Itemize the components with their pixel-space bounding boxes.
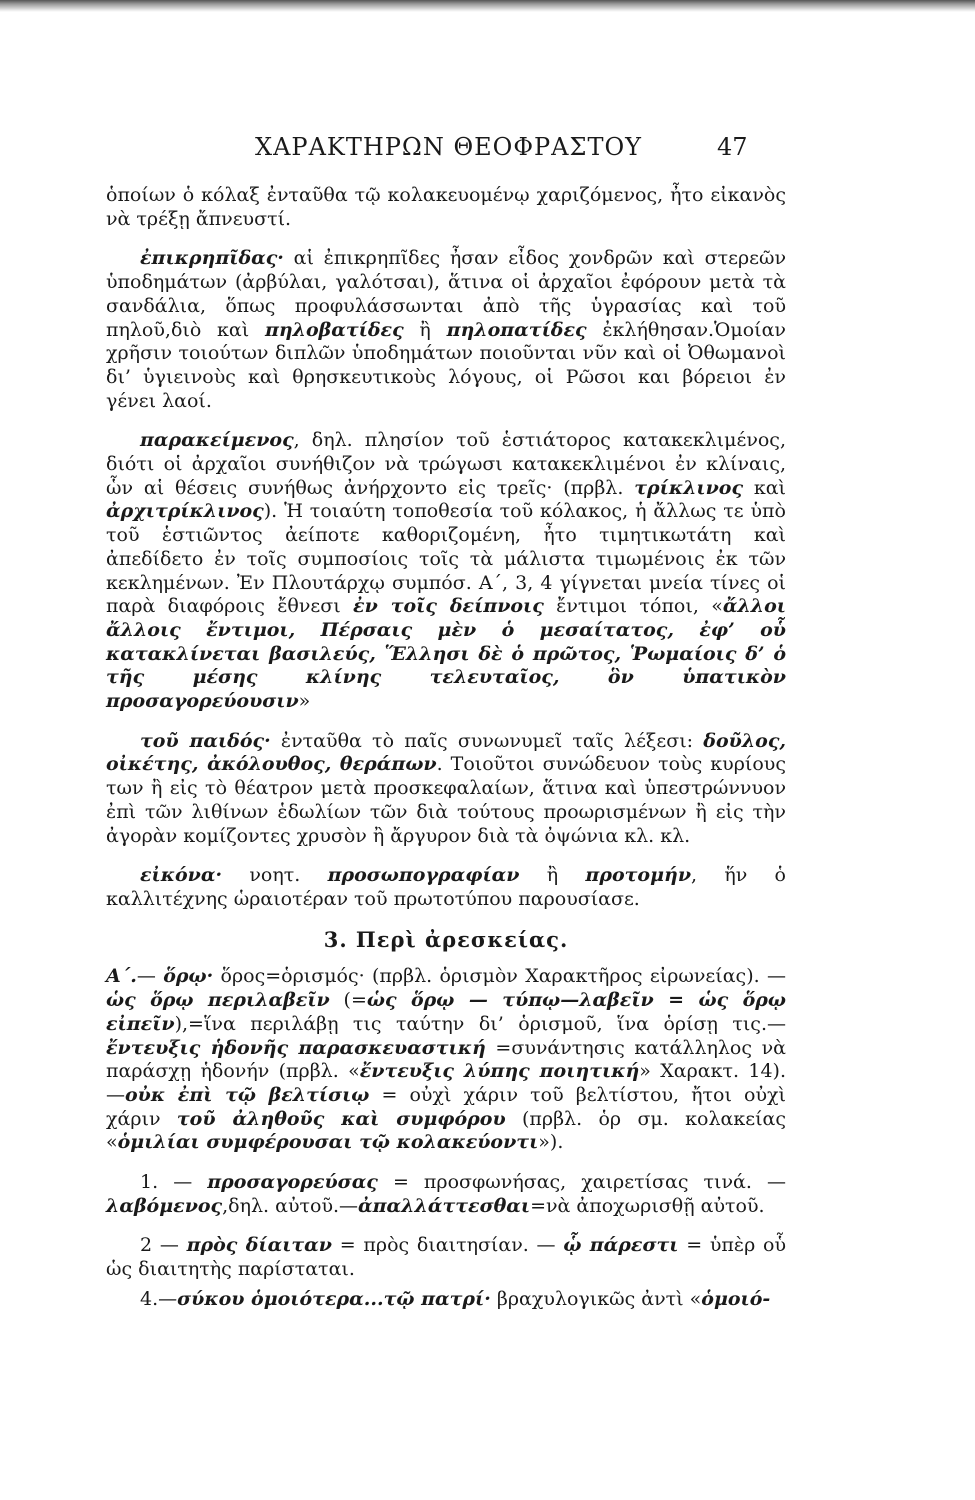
gloss-text: »). [538,1131,564,1154]
gloss-text: » [298,690,311,713]
lemma-term: ὁμοιό- [701,1287,771,1310]
gloss-text: » Χαρακτ. 14). — [106,1060,786,1106]
lemma-term: πηλοπατίδες [446,318,587,341]
paragraph [106,730,786,849]
gloss-text: = πρὸς διαιτησίαν. — [331,1234,564,1257]
gloss-text: βραχυλογικῶς ἀντὶ « [490,1287,702,1310]
gloss-text: (= [329,989,367,1012]
lemma-term: προτομήν [585,864,691,887]
lemma-term: πηλοβατίδες [264,318,404,341]
lemma-term: τοῦ ἀληθοῦς καὶ συμφόρου [176,1107,506,1130]
gloss-text: ἢ [403,318,447,341]
lemma-term: προσωπογραφίαν [327,864,520,887]
lemma-term: ὅρῳ· [163,965,214,988]
paragraph [106,965,786,1155]
lemma-term: ἐπικρηπῖδας· [140,247,284,270]
lemma-term: ἄλλοι ἄλλοις ἔντιμοι, Πέρσαις μὲν ὁ μεσαίτατος, ἐφ’ οὗ κατακλίνεται βασιλεύς, Ἕλλησι δὲ ὁ πρῶτος, Ῥωμαίοις δ’ ὁ τῆς μέσης κλίνης τελευταῖος, ὃν ὑπατικὸν προσαγορεύουσιν [106,595,786,713]
scan-edge [0,0,975,12]
lemma-term: ὡς ὅρῳ — τύπῳ—λαβεῖν = ὡς ὅρῳ εἰπεῖν [106,989,786,1035]
paragraph [106,247,786,413]
gloss-text: ἢ [519,864,586,887]
lemma-term: ἀπαλλάττεσθαι [358,1194,531,1217]
lemma-term: προσαγορεύσας [207,1171,378,1194]
gloss-text: — [136,965,164,988]
lemma-term: λαβόμενος [106,1194,223,1217]
gloss-text: ὅρος=ὁρισμός· (πρβλ. ὁρισμὸν Χαρακτῆρος εἰρωνείας). — [213,965,786,988]
running-title: ΧΑΡΑΚΤΗΡΩΝ ΘΕΟΦΡΑΣΤΟΥ [255,133,642,161]
section-heading: 3. Περὶ ἀρεσκείας. [323,926,569,952]
gloss-text: 1. — [140,1171,208,1194]
gloss-text: , ἥν ὁ καλλιτέχνης ὡραιοτέραν τοῦ πρωτοτύπου παρουσίασε. [106,864,786,910]
page-number: 47 [717,133,748,161]
lemma-term: ᾧ πάρεστι [563,1234,679,1257]
paragraph [106,1288,786,1312]
paragraph [106,1234,786,1281]
gloss-text: ). Ἡ τοιαύτη τοποθεσία τοῦ κόλακος, ἡ ἄλλως τε ὑπὸ τοῦ ἑστιῶντος ἀείποτε καθοριζομένη, ἦτο τιμητικωτάτη καὶ ἀπεδίδετο ἐν τοῖς συμποσίοις τοῖς τὰ μάλιστα τιμωμένοις ἐκ τῶν κεκλημένων. Ἐν Πλουτάρχῳ συμπόσ. Α΄, 3, 4 γίγνεται μνεία τίνες οἱ παρὰ διαφόροις ἔθνεσι [106,500,786,618]
lemma-term: ἔντευξις ἡδονῆς παρασκευαστική [106,1036,486,1059]
paragraph [106,184,786,231]
lemma-term: ὡς ὅρῳ περιλαβεῖν [106,989,330,1012]
lemma-term: τοῦ παιδός· [140,729,271,752]
gloss-text: = ὑπὲρ οὗ ὡς διαιτητὴς παρίσταται. [106,1234,787,1281]
page-header [0,133,975,173]
gloss-text: ἐκλήθησαν.Ὁμοίαν χρῆσιν τοιούτων διπλῶν ὑποδημάτων ποιοῦνται νῦν καὶ οἱ Ὀθωμανοὶ δι’ ὑγιεινοὺς καὶ θρησκευτικοὺς λόγους, οἱ Ρῶσοι και βόρειοι ἐν γένει λαοί. [106,318,786,412]
paragraph [106,1171,786,1218]
lemma-term: πρὸς δίαιταν [186,1234,332,1257]
lemma-term: σύκου ὁμοιότερα...τῷ πατρί· [177,1287,491,1310]
lemma-term: δοῦλος, οἰκέτης, ἀκόλουθος, θεράπων [106,729,787,776]
lemma-term: παρακείμενος [140,429,294,452]
gloss-text: ἐνταῦθα τὸ παῖς συνωνυμεῖ ταῖς λέξεσι: [270,729,704,752]
gloss-text: =νὰ ἀποχωρισθῇ αὐτοῦ. [530,1194,765,1217]
gloss-text: νοητ. [222,864,328,887]
lemma-term: ἔντευξις λύπης ποιητική [359,1060,640,1083]
lemma-term: εἰκόνα· [140,864,223,887]
lemma-term: ἐν τοῖς δείπνοις [353,595,544,618]
lemma-term: ὁμιλίαι συμφέρουσαι τῷ κολακεύοντι [117,1131,539,1154]
gloss-text: ἔντιμοι τόποι, « [543,595,723,618]
gloss-text: καὶ [743,476,786,499]
gloss-text: αἱ ἐπικρηπῖδες ἦσαν εἶδος χονδρῶν καὶ στερεῶν ὑποδημάτων (ἀρβύλαι, γαλότσαι), ἅτινα οἱ ἀρχαῖοι ἐφόρουν μετὰ τὰ σανδάλια, ὅπως προφυλάσσωνται ἀπὸ τῆς ὑγρασίας καὶ τοῦ πηλοῦ,διὸ καὶ [106,247,786,341]
gloss-text: = οὐχὶ χάριν τοῦ βελτίστου, ἤτοι οὐχὶ χάριν [106,1083,786,1130]
gloss-text: ὁποίων ὁ κόλαξ ἐνταῦθα τῷ κολακευομένῳ χαριζόμενος, ἦτο εἰκανὸς νὰ τρέξῃ ἄπνευστί. [106,184,786,230]
lemma-term: τρίκλινος [634,476,744,499]
gloss-text: 4.— [140,1287,178,1310]
gloss-text: = προσφωνήσας, χαιρετίσας τινά. — [377,1171,786,1194]
lemma-term: ἀρχιτρίκλινος [106,500,264,523]
gloss-text: . Τοιοῦτοι συνώδευον τοὺς κυρίους των ἢ εἰς τὸ θέατρον μετὰ προσκεφαλαίων, ἅτινα καὶ ὑπεστρώννυον ἐπὶ τῶν λιθίνων ἑδωλίων τῶν διὰ τούτους προωρισμένων ἢ εἰς τὴν ἀγορὰν κομίζοντες χρυσὸν ἢ ἄργυρον διὰ τὰ ὀψώνια κλ. κλ. [106,753,786,847]
gloss-text: ),=ἵνα περιλάβῃ τις ταύτην δι’ ὁρισμοῦ, ἵνα ὁρίσῃ τις.— [174,1012,786,1035]
gloss-text: (πρβλ. ὁρ σμ. κολακείας « [106,1107,786,1154]
lemma-term: Α΄. [106,965,137,988]
lemma-term: οὐκ ἐπὶ τῷ βελτίσιῳ [125,1083,370,1106]
gloss-text: 2 — [140,1234,187,1257]
gloss-text: , δηλ. πλησίον τοῦ ἑστιάτορος κατακεκλιμένος, διότι οἱ ἀρχαῖοι συνήθιζον νὰ τρώγωσι κατακεκλιμένοι ἐν κλίναις, ὧν αἱ θέσεις συνήθως ἀνήρχοντο εἰς τρεῖς· (πρβλ. [106,429,786,499]
paragraph [106,429,786,713]
gloss-text: =συνάντησις κατάλληλος νὰ παράσχῃ ἡδονήν (πρβλ. « [106,1036,786,1083]
paragraph [106,864,786,911]
body-text [106,184,786,1318]
gloss-text: ,δηλ. αὐτοῦ.— [222,1194,359,1217]
